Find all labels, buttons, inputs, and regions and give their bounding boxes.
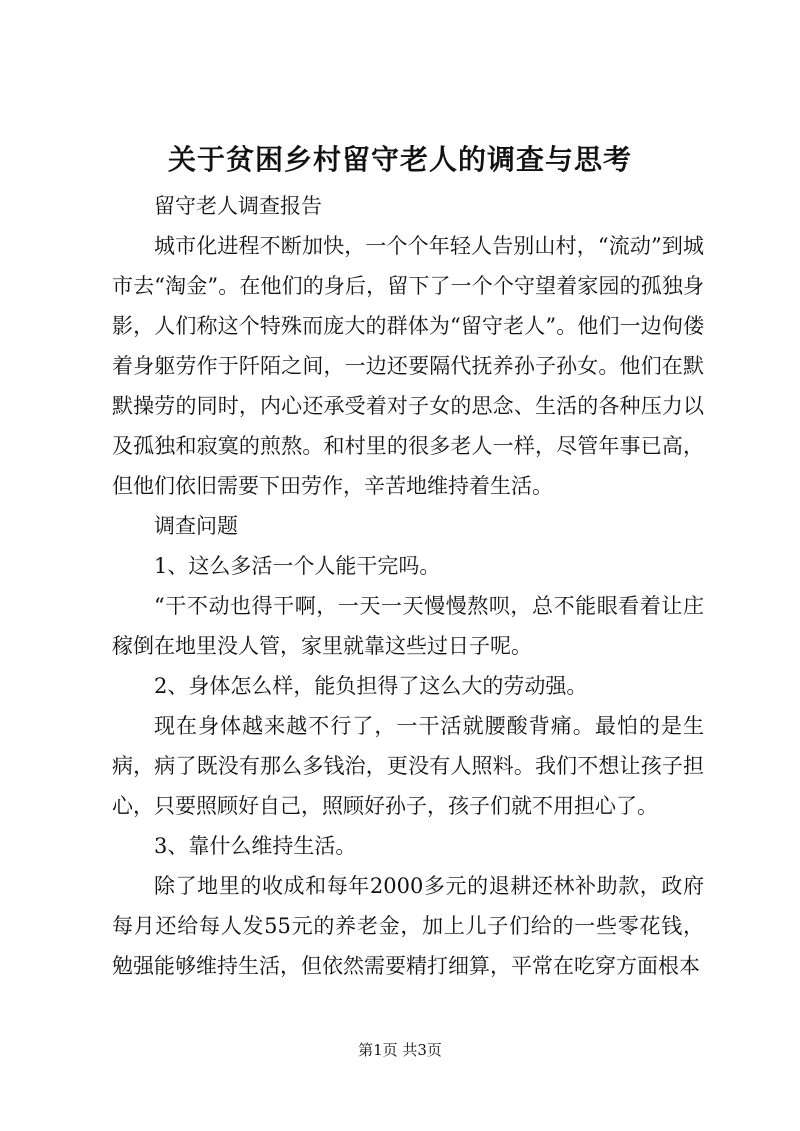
paragraph-subtitle: 留守老人调查报告 (154, 194, 322, 218)
paragraph-question-3: 3、靠什么维持生活。 (154, 834, 357, 858)
paragraph-answer-3: 除了地里的收成和每年2000多元的退耕还林补助款，政府每月还给每人发55元的养老金，加上儿子们给的一些零花钱，勉强能够维持生活，但依然需要精打细算，平常在吃穿方面根本 (112, 874, 704, 978)
paragraph-intro: 城市化进程不断加快，一个个年轻人告别山村，“流动”到城市去“淘金”。在他们的身后，留下了一个个守望着家园的孤独身影，人们称这个特殊而庞大的群体为“留守老人”。他们一边佝偻着身躯劳作于阡陌之间，一边还要隔代抚养孙子孙女。他们在默默操劳的同时，内心还承受着对子女的思念、生活的各种压力以及孤独和寂寞的煎熬。和村里的很多老人一样，尽管年事已高，但他们依旧需要下田劳作，辛苦地维持着生活。 (112, 234, 704, 498)
paragraph-answer-2: 现在身体越来越不行了，一干活就腰酸背痛。最怕的是生病，病了既没有那么多钱治，更没有人照料。我们不想让孩子担心，只要照顾好自己，照顾好孙子，孩子们就不用担心了。 (112, 714, 704, 818)
paragraph-question-1: 1、这么多活一个人能干完吗。 (154, 554, 441, 578)
document-body (112, 186, 704, 986)
paragraph-question-2: 2、身体怎么样，能负担得了这么大的劳动强。 (154, 674, 588, 698)
document-title: 关于贫困乡村留守老人的调查与思考 (167, 143, 632, 176)
paragraph-answer-1: “干不动也得干啊，一天一天慢慢熬呗，总不能眼看着让庄稼倒在地里没人管，家里就靠这些过日子呢。 (112, 594, 704, 658)
paragraph-section-heading: 调查问题 (154, 514, 238, 538)
page-footer: 第1页 共3页 (358, 1041, 442, 1059)
